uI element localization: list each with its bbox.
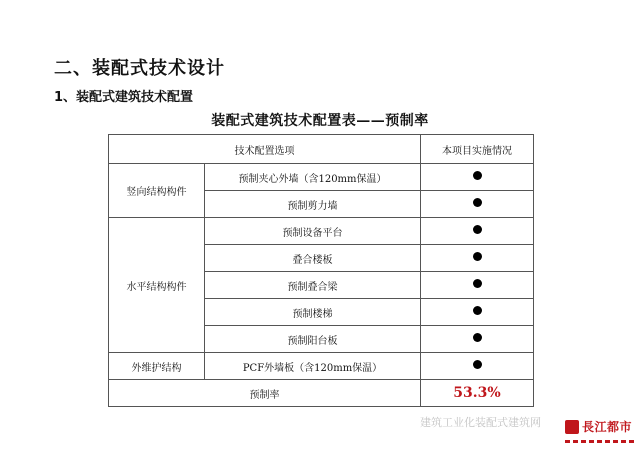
rate-row xyxy=(109,380,534,407)
logo-text: 長江都市 xyxy=(582,420,633,434)
filled-dot-icon xyxy=(473,171,482,180)
brand-logo xyxy=(565,418,635,448)
status-cell xyxy=(421,272,534,299)
status-cell xyxy=(421,164,534,191)
filled-dot-icon xyxy=(473,225,482,234)
item-cell: PCF外墙板（含120mm保温） xyxy=(205,353,421,380)
table-row xyxy=(109,353,534,380)
status-cell xyxy=(421,299,534,326)
status-cell xyxy=(421,245,534,272)
status-cell xyxy=(421,218,534,245)
table-row xyxy=(109,164,534,191)
header-status: 本项目实施情况 xyxy=(421,135,534,164)
watermark-text: 建筑工业化装配式建筑网 xyxy=(420,416,541,429)
category-cell: 外维护结构 xyxy=(109,353,205,380)
section-subtitle: 1、装配式建筑技术配置 xyxy=(54,90,194,105)
rate-cell xyxy=(421,380,534,407)
logo-icon xyxy=(565,420,579,434)
table-header-row xyxy=(109,135,534,164)
category-cell: 水平结构构件 xyxy=(109,218,205,353)
table-row xyxy=(109,218,534,245)
logo-underline xyxy=(565,440,635,443)
item-cell: 叠合楼板 xyxy=(205,245,421,272)
item-cell: 预制设备平台 xyxy=(205,218,421,245)
header-options: 技术配置选项 xyxy=(109,135,421,164)
rate-label: 预制率 xyxy=(109,380,421,407)
table-caption: 装配式建筑技术配置表——预制率 xyxy=(211,113,429,129)
filled-dot-icon xyxy=(473,333,482,342)
page-title: 二、装配式技术设计 xyxy=(54,58,225,79)
status-cell xyxy=(421,326,534,353)
item-cell: 预制夹心外墙（含120mm保温） xyxy=(205,164,421,191)
config-table xyxy=(108,134,534,407)
item-cell: 预制叠合梁 xyxy=(205,272,421,299)
rate-value: 53.3% xyxy=(453,385,501,401)
item-cell: 预制剪力墙 xyxy=(205,191,421,218)
filled-dot-icon xyxy=(473,252,482,261)
filled-dot-icon xyxy=(473,306,482,315)
item-cell: 预制阳台板 xyxy=(205,326,421,353)
filled-dot-icon xyxy=(473,198,482,207)
status-cell xyxy=(421,353,534,380)
category-cell: 竖向结构构件 xyxy=(109,164,205,218)
item-cell: 预制楼梯 xyxy=(205,299,421,326)
filled-dot-icon xyxy=(473,360,482,369)
filled-dot-icon xyxy=(473,279,482,288)
status-cell xyxy=(421,191,534,218)
